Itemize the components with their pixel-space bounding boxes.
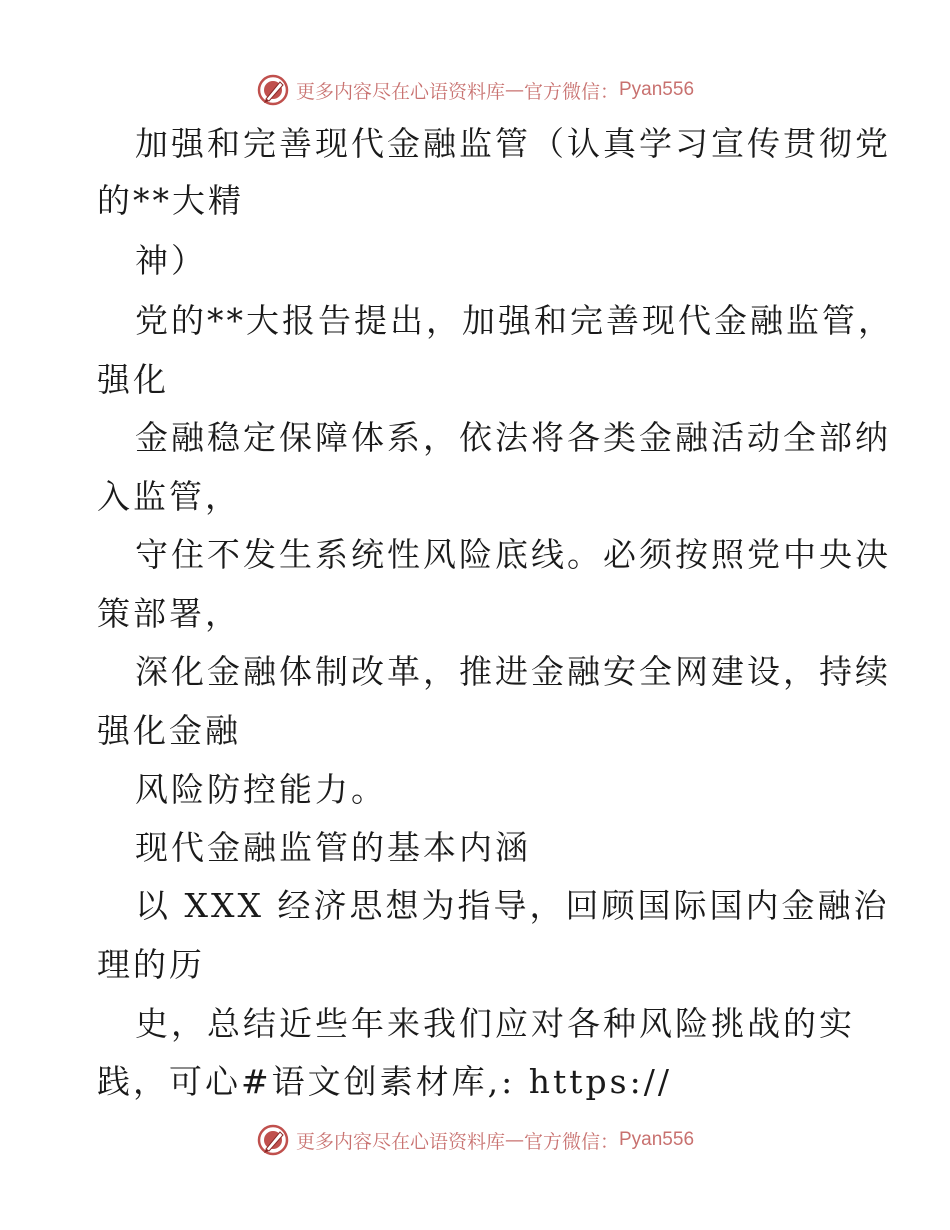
paragraph-line: 入监管， — [97, 477, 241, 516]
pen-logo-icon — [256, 73, 290, 107]
paragraph-line: 金融稳定保障体系，依法将各类金融活动全部纳 — [135, 418, 891, 457]
paragraph-line: 深化金融体制改革，推进金融安全网建设，持续 — [135, 652, 891, 691]
paragraph-line: 以 XXX 经济思想为指导，回顾国际国内金融治 — [135, 886, 890, 925]
watermark-brand-text: 更多内容尽在心语资料库 — [295, 80, 505, 103]
title-line-3: 神） — [135, 241, 207, 280]
header-watermark — [0, 70, 950, 110]
watermark-account: Pyan556 — [619, 79, 695, 100]
watermark-brand-text: 更多内容尽在心语资料库 — [295, 1130, 505, 1153]
paragraph-line: 守住不发生系统性风险底线。必须按照党中央决 — [135, 535, 891, 574]
pen-logo-icon — [256, 1123, 290, 1157]
watermark-official-label: 官方微信： — [523, 1130, 619, 1153]
section-heading: 现代金融监管的基本内涵 — [135, 828, 531, 867]
paragraph-line: 强化金融 — [97, 711, 241, 750]
paragraph-line: 策部署， — [97, 594, 241, 633]
title-line-2: 的**大精 — [97, 181, 244, 220]
watermark-dash: — — [504, 79, 524, 101]
footer-watermark — [0, 1120, 950, 1160]
paragraph-line: 践，可心#语文创素材库,: https:// — [97, 1062, 672, 1101]
paragraph-line: 党的**大报告提出，加强和完善现代金融监管， — [135, 301, 894, 340]
watermark-account: Pyan556 — [619, 1129, 695, 1150]
paragraph-line: 风险防控能力。 — [135, 770, 387, 809]
paragraph-line: 强化 — [97, 360, 169, 399]
paragraph-line: 理的历 — [97, 945, 205, 984]
watermark-official-label: 官方微信： — [523, 80, 619, 103]
title-line-1: 加强和完善现代金融监管（认真学习宣传贯彻党 — [135, 124, 891, 163]
paragraph-line: 史，总结近些年来我们应对各种风险挑战的实 — [135, 1004, 855, 1043]
watermark-dash: — — [504, 1129, 524, 1151]
